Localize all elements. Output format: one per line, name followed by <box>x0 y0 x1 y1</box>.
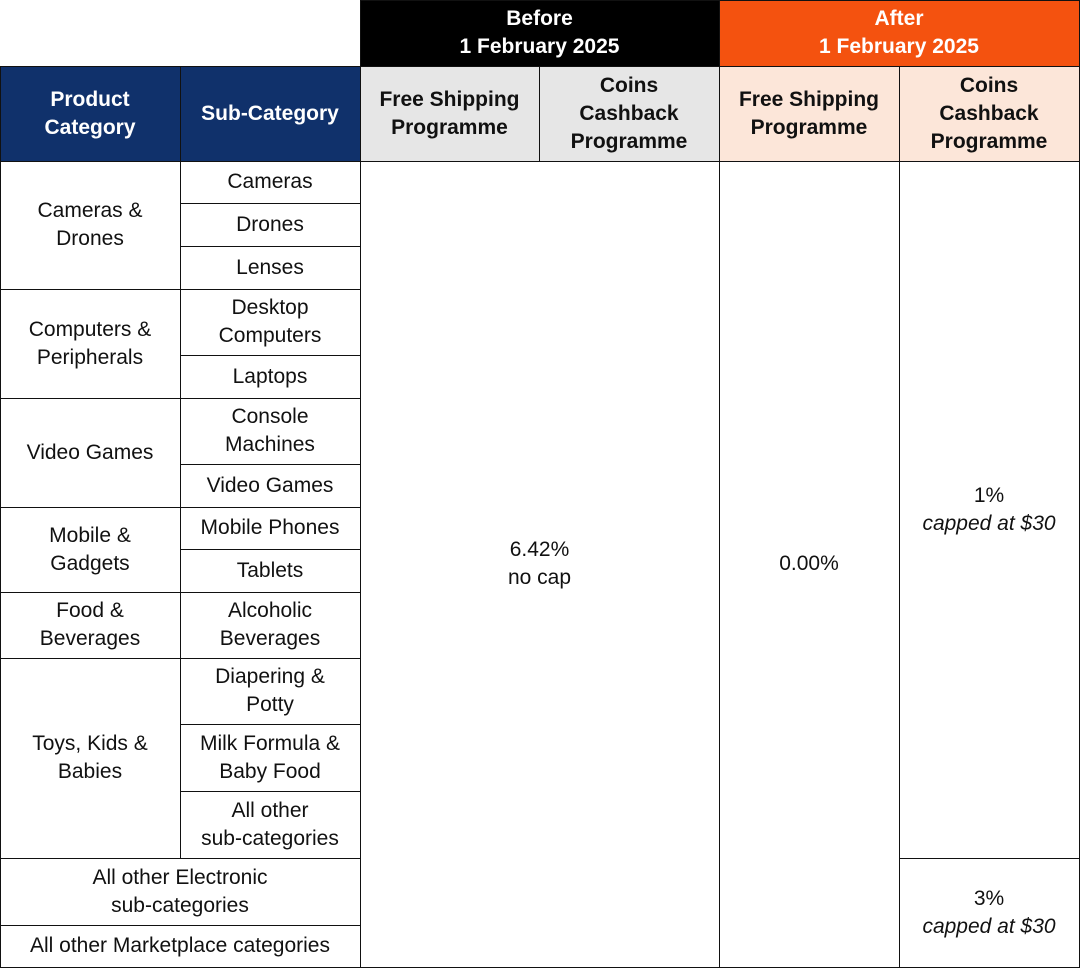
table-corner-blank <box>0 0 361 67</box>
subcategory-desktop-computers: Desktop Computers <box>180 289 361 356</box>
sub-category-header: Sub-Category <box>180 66 361 162</box>
category-mobile-gadgets: Mobile & Gadgets <box>0 507 181 593</box>
after-coins-cashback-header: Coins Cashback Programme <box>899 66 1080 162</box>
category-other-electronic: All other Electronic sub-categories <box>0 858 361 926</box>
after-coins-cap-1: capped at $30 <box>922 511 1056 535</box>
subcategory-diapering-potty: Diapering & Potty <box>180 658 361 725</box>
before-rate-cell <box>360 161 720 968</box>
subcategory-video-games: Video Games <box>180 464 361 508</box>
after-coins-rate-1: 1% <box>973 483 1005 507</box>
subcategory-alcoholic-beverages: Alcoholic Beverages <box>180 592 361 659</box>
subcategory-lenses: Lenses <box>180 246 361 290</box>
subcategory-cameras: Cameras <box>180 161 361 204</box>
before-free-shipping-header: Free Shipping Programme <box>360 66 540 162</box>
category-food-beverages: Food & Beverages <box>0 592 181 659</box>
subcategory-mobile-phones: Mobile Phones <box>180 507 361 550</box>
category-cameras-drones: Cameras & Drones <box>0 161 181 290</box>
category-other-marketplace: All other Marketplace categories <box>0 925 361 968</box>
product-category-header: Product Category <box>0 66 181 162</box>
after-free-shipping-header: Free Shipping Programme <box>719 66 900 162</box>
category-computers-peripherals: Computers & Peripherals <box>0 289 181 399</box>
before-coins-cashback-header: Coins Cashback Programme <box>539 66 720 162</box>
subcategory-milk-formula: Milk Formula & Baby Food <box>180 724 361 792</box>
before-cap-note: no cap <box>507 566 572 589</box>
before-rate-value: 6.42% <box>509 538 570 561</box>
after-coins-rate-cell-2 <box>899 858 1080 968</box>
after-date-header: After 1 February 2025 <box>719 0 1080 67</box>
subcategory-drones: Drones <box>180 203 361 247</box>
after-free-shipping-rate: 0.00% <box>719 161 900 968</box>
after-coins-cap-2: capped at $30 <box>922 914 1056 938</box>
subcategory-all-other: All other sub-categories <box>180 791 361 859</box>
category-video-games: Video Games <box>0 398 181 508</box>
before-date-header: Before 1 February 2025 <box>360 0 720 67</box>
subcategory-laptops: Laptops <box>180 355 361 399</box>
after-coins-rate-cell-1 <box>899 161 1080 859</box>
category-toys-kids-babies: Toys, Kids & Babies <box>0 658 181 859</box>
subcategory-tablets: Tablets <box>180 549 361 593</box>
after-coins-rate-2: 3% <box>973 886 1005 910</box>
subcategory-console-machines: Console Machines <box>180 398 361 465</box>
